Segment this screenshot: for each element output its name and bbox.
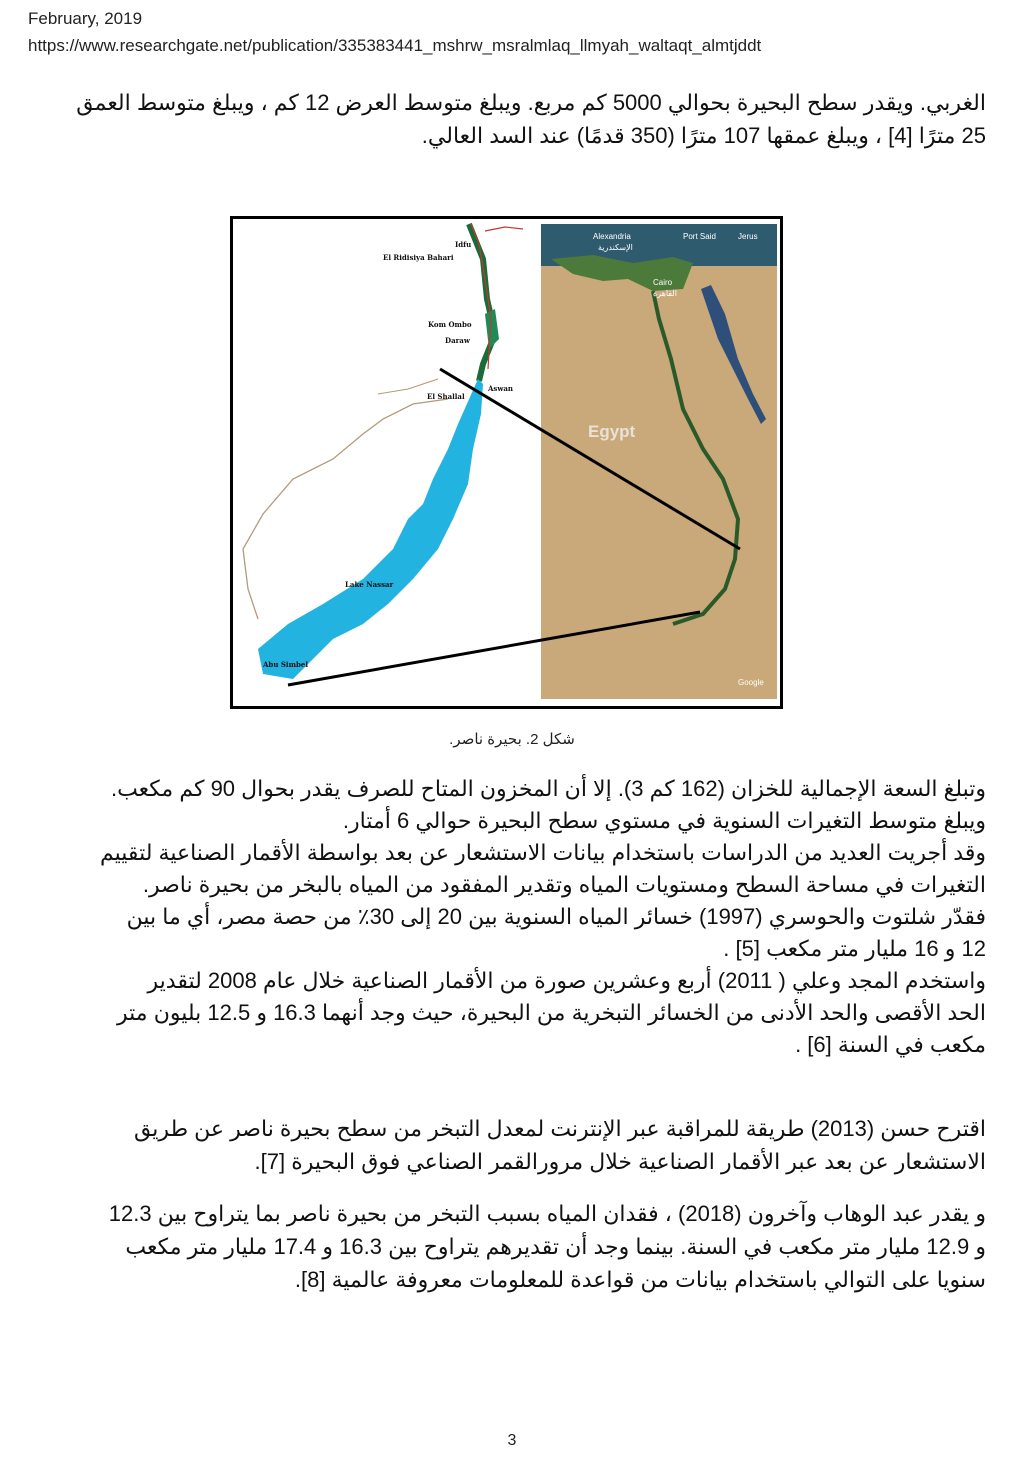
label-cairo: Cairo bbox=[653, 278, 673, 287]
label-egypt: Egypt bbox=[588, 422, 636, 441]
label-el-ridisiya: El Ridisiya Bahari bbox=[383, 253, 454, 262]
lake-nasser-shape bbox=[258, 379, 483, 679]
text-line: وقد أجريت العديد من الدراسات باستخدام بيانات الاستشعار عن بعد بواسطة الأقمار الصناعية لتقييم bbox=[100, 840, 986, 865]
header-url: https://www.researchgate.net/publication/335383441_mshrw_msralmlaq_llmyah_waltaqt_almtjddt bbox=[28, 36, 762, 55]
label-port-said: Port Said bbox=[683, 232, 716, 241]
text-line: مكعب في السنة [6] . bbox=[795, 1032, 986, 1057]
label-alexandria: Alexandria bbox=[593, 232, 631, 241]
text-line: اقترح حسن (2013) طريقة للمراقبة عبر الإنترنت لمعدل التبخر من سطح بحيرة ناصر عن طريق bbox=[133, 1116, 986, 1141]
paragraph-lake-surface bbox=[36, 86, 986, 152]
label-el-shallal: El Shallal bbox=[427, 392, 465, 401]
label-lake-nassar: Lake Nassar bbox=[345, 580, 394, 589]
text-line: واستخدم المجد وعلي ( 2011) أربع وعشرين صورة من الأقمار الصناعية خلال عام 2008 لتقدير bbox=[147, 968, 986, 993]
label-daraw: Daraw bbox=[445, 336, 470, 345]
text-line: الغربي. ويقدر سطح البحيرة بحوالي 5000 كم مربع. ويبلغ متوسط العرض 12 كم ، ويبلغ متوسط العمق bbox=[76, 90, 986, 115]
text-line: ويبلغ متوسط التغيرات السنوية في مستوي سطح البحيرة حوالي 6 أمتار. bbox=[342, 808, 986, 833]
road-line-east bbox=[485, 227, 523, 231]
text-line: 25 مترًا [4] ، ويبلغ عمقها 107 مترًا (350 قدمًا) عند السد العالي. bbox=[421, 123, 986, 148]
paragraph-hassan-2013 bbox=[36, 1112, 986, 1178]
figure-caption: شكل 2. بحيرة ناصر. bbox=[449, 731, 575, 748]
text-line: وتبلغ السعة الإجمالية للخزان (162 كم 3). إلا أن المخزون المتاح للصرف يقدر بحوال 90 كم مكعب. bbox=[110, 776, 986, 801]
label-idfu: Idfu bbox=[455, 240, 472, 249]
kom-ombo-farmland bbox=[485, 309, 499, 349]
paragraph-abdelwahab-2018 bbox=[36, 1197, 986, 1296]
label-aswan: Aswan bbox=[488, 384, 514, 393]
label-cairo-ar: القاهرة bbox=[653, 289, 677, 298]
text-line: الحد الأقصى والحد الأدنى من الخسائر التبخرية من البحيرة، حيث وجد أنهما 16.3 و 12.5 بليون متر bbox=[117, 1000, 986, 1025]
text-line: 12 و 16 مليار متر مكعب [5] . bbox=[723, 936, 986, 961]
text-line: فقدّر شلتوت والحوسري (1997) خسائر المياه السنوية بين 20 إلى 30٪ من حصة مصر، أي ما بين bbox=[126, 904, 986, 929]
page-number: 3 bbox=[507, 1432, 517, 1449]
text-line: التغيرات في مساحة السطح ومستويات المياه وتقدير المفقود من المياه بالبخر من بحيرة ناصر. bbox=[142, 872, 986, 897]
label-jerusalem: Jerus bbox=[738, 232, 758, 241]
text-line: سنويا على التوالي باستخدام بيانات من قواعدة للمعلومات معروفة عالمية [8]. bbox=[294, 1267, 986, 1292]
label-abu-simbel: Abu Simbel bbox=[263, 660, 308, 669]
header-date: February, 2019 bbox=[28, 9, 143, 28]
text-line: و يقدر عبد الوهاب وآخرون (2018) ، فقدان المياه بسبب التبخر من بحيرة ناصر بما يتراوح بين 12.3 bbox=[108, 1201, 986, 1226]
map-graphic bbox=[233, 219, 780, 706]
label-alexandria-ar: الإسكندرية bbox=[598, 243, 633, 252]
nile-river-line-map bbox=[469, 224, 495, 381]
text-line: الاستشعار عن بعد عبر الأقمار الصناعية خلال مرورالقمر الصناعي فوق البحيرة [7]. bbox=[254, 1149, 986, 1174]
label-google: Google bbox=[738, 678, 764, 687]
label-kom-ombo: Kom Ombo bbox=[428, 320, 472, 329]
paragraph-capacity-studies bbox=[36, 773, 986, 1061]
lake-nasser-map-figure bbox=[230, 216, 783, 709]
text-line: و 12.9 مليار متر مكعب في السنة. بينما وجد أن تقديرهم يتراوح بين 16.3 و 17.4 مليار متر مكعب bbox=[125, 1234, 986, 1259]
